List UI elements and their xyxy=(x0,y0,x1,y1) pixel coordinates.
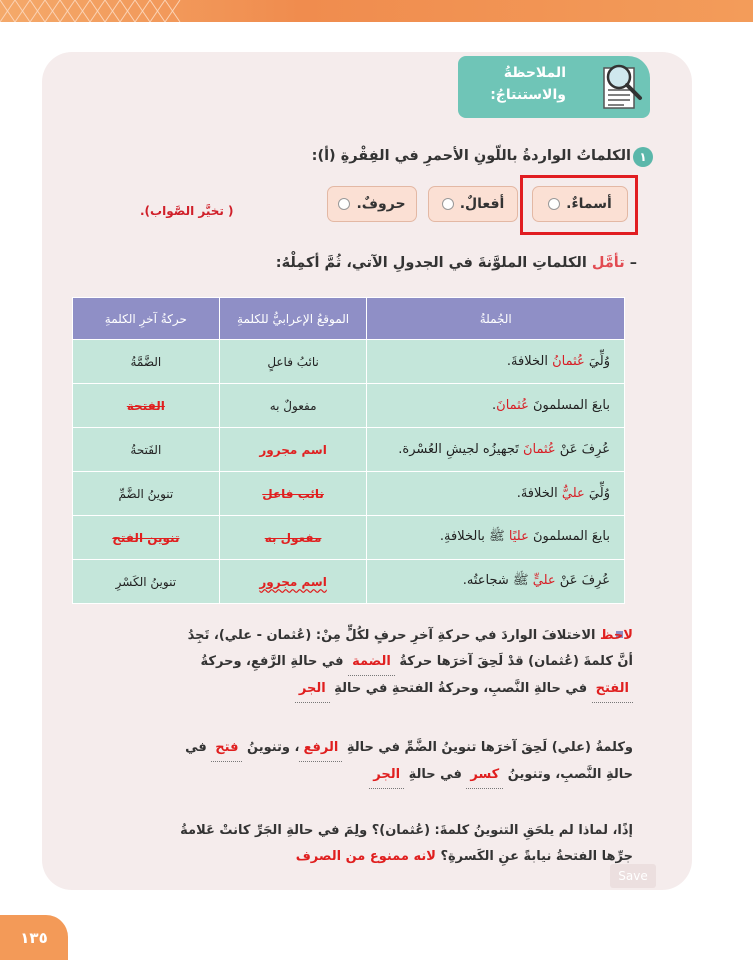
header-sentence: الجُملةُ xyxy=(367,298,625,340)
question-number: ١ xyxy=(633,147,653,167)
movement-cell: تنوينُ الضَّمِّ xyxy=(73,472,220,516)
choice-hint: ( تخيَّر الصَّواب). xyxy=(140,204,234,218)
header-position: الموقعُ الإعرابيُّ للكلمةِ xyxy=(219,298,367,340)
answer-blank[interactable]: الجر xyxy=(369,762,404,789)
sentence-cell: وُلِّيَ عُثمانُ الخلافةَ. xyxy=(367,340,625,384)
answer-blank[interactable]: فتح xyxy=(211,735,242,762)
option-particles[interactable]: حروفٌ. xyxy=(327,186,417,222)
position-cell: مفعولٌ به xyxy=(219,384,367,428)
table-row xyxy=(73,384,625,428)
answer-blank[interactable]: الفتح xyxy=(592,676,633,703)
table-row xyxy=(73,340,625,384)
section-header xyxy=(458,56,650,118)
table-instruction: – تأمَّل الكلماتِ الملوَّنةَ في الجدولِ الآتي، ثُمَّ أكمِلْهُ: xyxy=(275,255,637,271)
top-decorative-band xyxy=(0,0,753,22)
magnifier-notes-icon xyxy=(588,60,646,116)
radio-icon[interactable] xyxy=(338,198,350,210)
section-title: الملاحظةُ والاستنتاجُ: xyxy=(490,65,566,103)
movement-cell: الفَتحةُ xyxy=(73,428,220,472)
movement-cell: تنوينُ الكَسْرِ xyxy=(73,560,220,604)
movement-answer[interactable]: الفتحة xyxy=(73,384,220,428)
observation-paragraph-2: وكلمةُ (علي) لَحِقَ آخرَها تنوينُ الضَّمِّ في حالةِ الرفع، وتنوينُ فتح في حالةِ النَّصبِ، وتنوينُ كسر في حالةِ الجر xyxy=(185,735,633,789)
movement-cell: الضَّمَّةُ xyxy=(73,340,220,384)
answer-blank[interactable]: الرفع xyxy=(299,735,342,762)
option-verbs[interactable]: أفعالٌ. xyxy=(428,186,518,222)
sentence-cell: وُلِّيَ عليٌّ الخلافةَ. xyxy=(367,472,625,516)
selected-answer-highlight xyxy=(520,175,638,235)
answer-blank[interactable]: الضمة xyxy=(348,649,395,676)
page-number: ١٣٥ xyxy=(0,915,68,960)
movement-answer[interactable]: تنوين الفتح xyxy=(73,516,220,560)
observation-paragraph-3: إذًا، لماذا لم يلحَقِ التنوينُ كلمةَ: (عُثمان)؟ ولِمَ في حالةِ الجَرِّ كانتْ عَلامةُ جرِّها الفتحةُ نيابةً عنِ الكَسرةِ؟ لانه ممنوع من الصرف xyxy=(180,823,633,864)
position-answer[interactable]: مفعول به xyxy=(219,516,367,560)
table-row xyxy=(73,428,625,472)
pattern-icon xyxy=(0,0,300,22)
sentence-cell: بايعَ المسلمونَ عُثمانَ. xyxy=(367,384,625,428)
sentence-cell: عُرِفَ عَنْ عُثمانَ تَجهيزُه لجيشِ العُسْرة. xyxy=(367,428,625,472)
sentence-cell: عُرِفَ عَنْ عليٍّ ﷺ شجاعتُه. xyxy=(367,560,625,604)
table-row xyxy=(73,472,625,516)
grammar-table xyxy=(72,297,625,604)
question-text: الكلماتُ الواردةُ باللّونِ الأحمرِ في الفِقْرةِ (أ): xyxy=(311,148,631,164)
sentence-cell: بايعَ المسلمونَ عليًا ﷺ بالخلافةِ. xyxy=(367,516,625,560)
table-row xyxy=(73,516,625,560)
save-button[interactable]: Save xyxy=(610,864,656,888)
table-row xyxy=(73,560,625,604)
header-movement: حركةُ آخرِ الكلمةِ xyxy=(73,298,220,340)
position-answer[interactable]: اسم مجرور xyxy=(219,428,367,472)
final-answer[interactable]: لانه ممنوع من الصرف xyxy=(295,849,436,864)
answer-blank[interactable]: كسر xyxy=(466,762,503,789)
position-answer[interactable]: نائب فاعل xyxy=(219,472,367,516)
answer-blank[interactable]: الجر xyxy=(295,676,330,703)
option-nouns[interactable]: أسماءٌ. xyxy=(532,186,628,222)
position-answer[interactable]: اسم مجرور xyxy=(219,560,367,604)
observation-paragraph-1: لاحظ الاختلافَ الواردَ في حركةِ آخرِ حرفٍ لكُلٍّ مِنْ: (عُثمان - علي)، تَجِدُ أنَّ كلمةَ (عُثمان) قدْ لَحِقَ آخرَها حركةُ الضمة في حالةِ الرَّفعِ، وحركةُ الفتح في حالةِ النَّصبِ، وحركةُ الفتحةِ في حالةِ الجر xyxy=(188,623,633,703)
radio-icon[interactable] xyxy=(442,198,454,210)
position-cell: نائبُ فاعلٍ xyxy=(219,340,367,384)
